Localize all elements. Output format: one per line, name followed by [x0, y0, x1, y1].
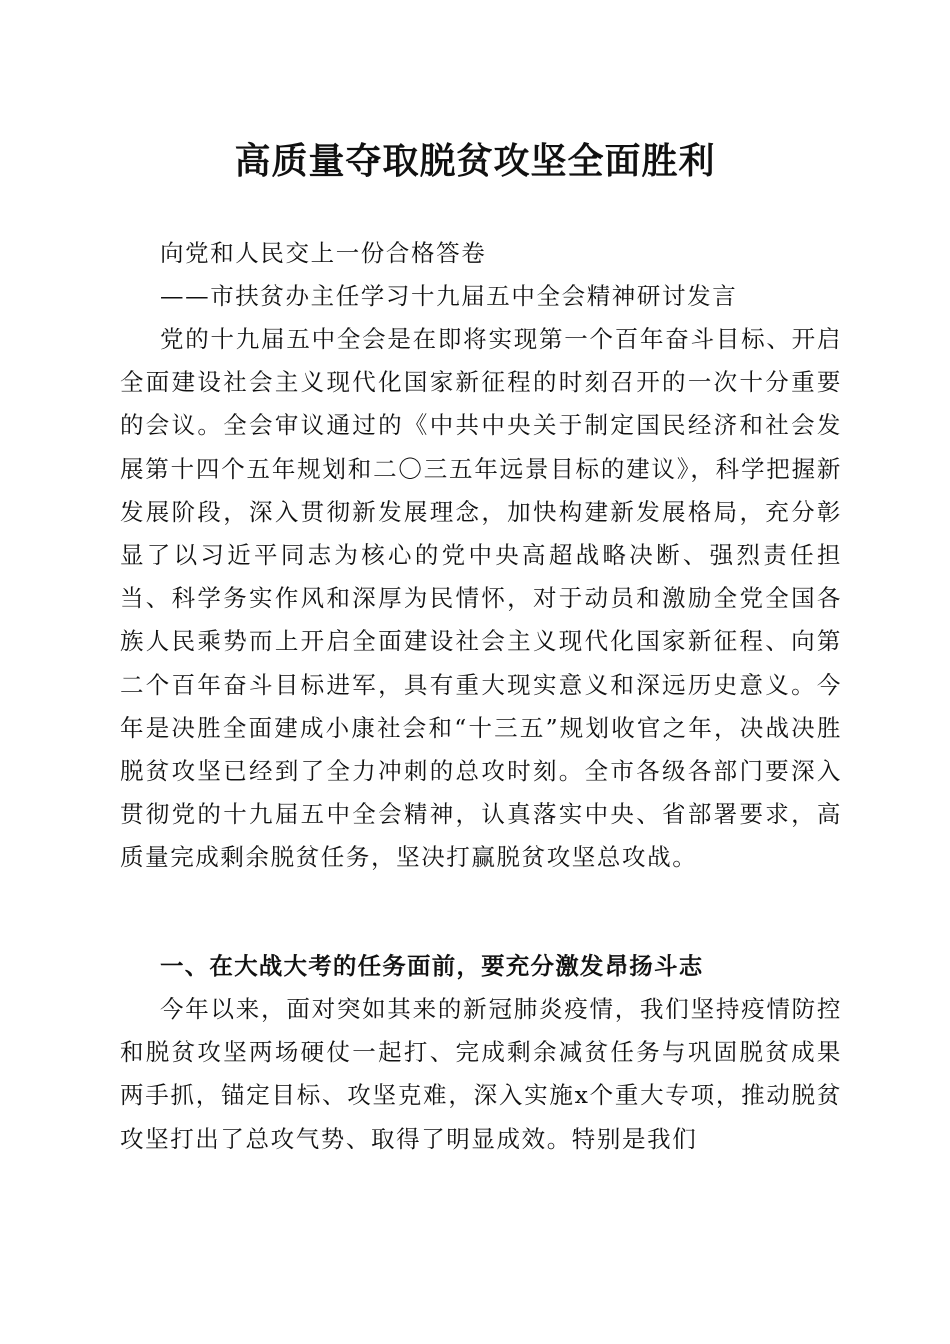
document-byline: ——市扶贫办主任学习十九届五中全会精神研讨发言 [160, 282, 738, 310]
document-subtitle: 向党和人民交上一份合格答卷 [160, 239, 487, 267]
document-title: 高质量夺取脱贫攻坚全面胜利 [234, 140, 716, 182]
section-heading-1: 一、在大战大考的任务面前，要充分激发昂扬斗志 [160, 952, 704, 980]
paragraph-intro: 党的十九届五中全会是在即将实现第一个百年奋斗目标、开启全面建设社会主义现代化国家新征程的时刻召开的一次十分重要的会议。全会审议通过的《中共中央关于制定国民经济和社会发展第十四个五年规划和二〇三五年远景目标的建议》，科学把握新发展阶段，深入贯彻新发展理念，加快构建新发展格局，充分彰显了以习近平同志为核心的党中央高超战略决断、强烈责任担当、科学务实作风和深厚为民情怀，对于动员和激励全党全国各族人民乘势而上开启全面建设社会主义现代化国家新征程、向第二个百年奋斗目标进军，具有重大现实意义和深远历史意义。今年是决胜全面建成小康社会和“十三五”规划收官之年，决战决胜脱贫攻坚已经到了全力冲刺的总攻时刻。全市各级各部门要深入贯彻党的十九届五中全会精神，认真落实中央、省部署要求，高质量完成剩余脱贫任务，坚决打赢脱贫攻坚总攻战。 [120, 325, 842, 872]
paragraph-section-1: 今年以来，面对突如其来的新冠肺炎疫情，我们坚持疫情防控和脱贫攻坚两场硬仗一起打、完成剩余减贫任务与巩固脱贫成果两手抓，锚定目标、攻坚克难，深入实施x个重大专项，推动脱贫攻坚打出了总攻气势、取得了明显成效。特别是我们 [120, 995, 842, 1153]
